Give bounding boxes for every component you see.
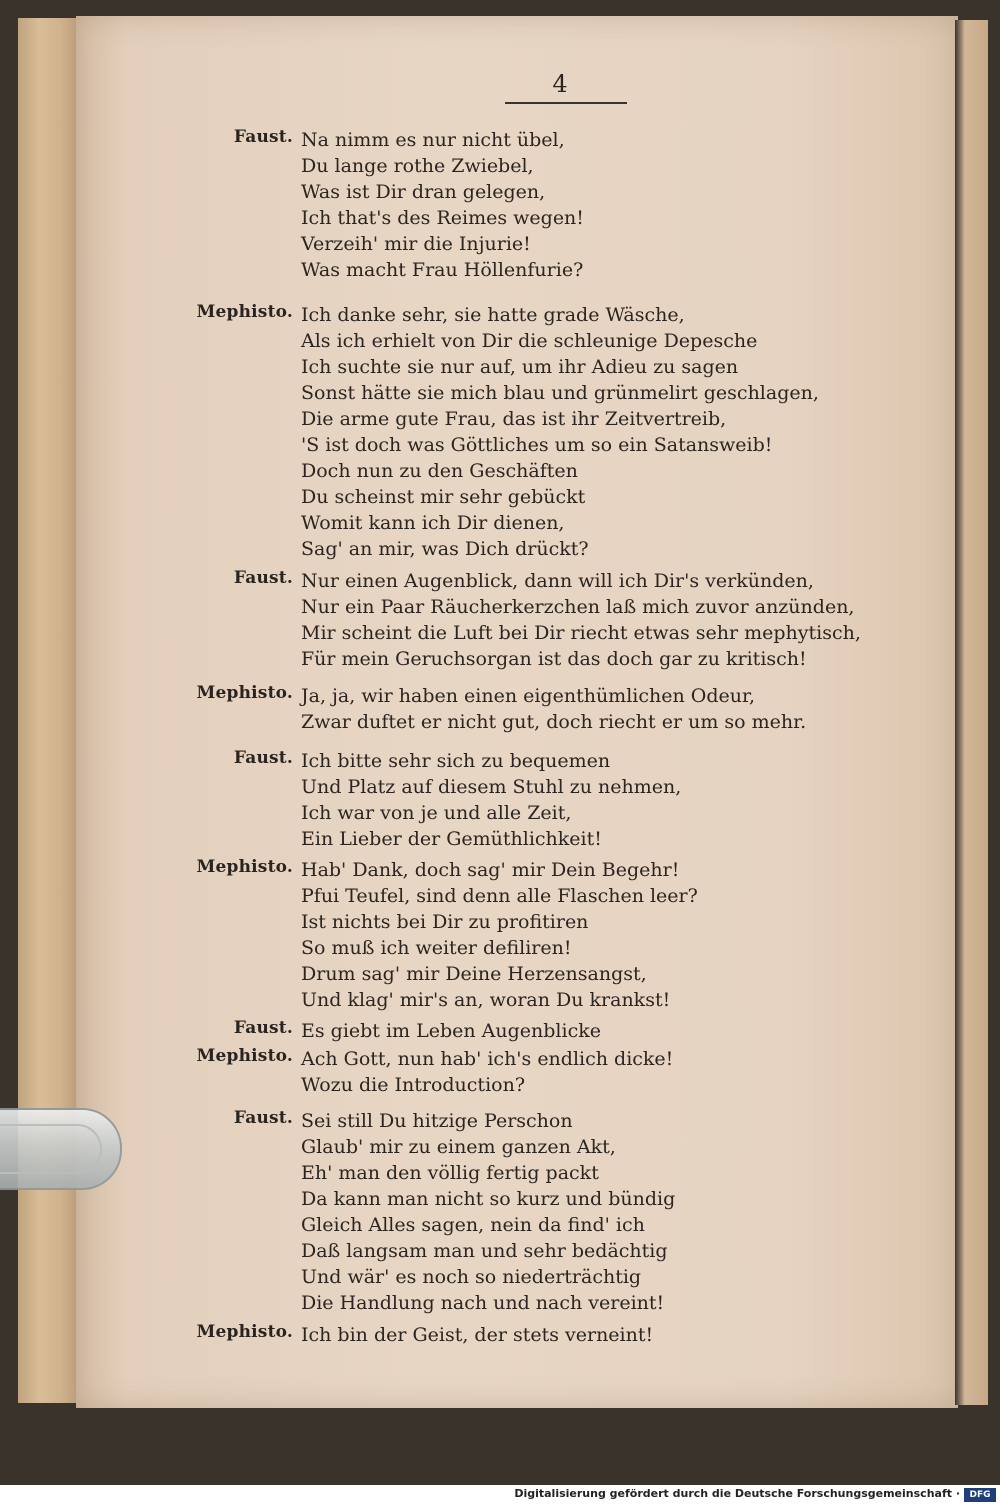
verse-line: So muß ich weiter defiliren! (301, 937, 572, 959)
speaker-name: Faust . (234, 568, 293, 588)
verse-line: Sei still Du hitzige Perschon (301, 1110, 573, 1132)
verse-line: Du lange rothe Zwiebel, (301, 155, 534, 177)
verse-line: Ich danke sehr, sie hatte grade Wäsche, (301, 304, 685, 326)
verse-line: Glaub' mir zu einem ganzen Akt, (301, 1136, 616, 1158)
verse-lines (301, 1322, 653, 1348)
book-spine-left (18, 18, 80, 1403)
verse-lines (301, 1018, 601, 1044)
verse-line: Die arme gute Frau, das ist ihr Zeitvertreib, (301, 408, 727, 430)
verse-line: Sag' an mir, was Dich drückt? (301, 538, 589, 560)
verse-line: Zwar duftet er nicht gut, doch riecht er um so mehr. (301, 711, 807, 733)
verse-line: Daß langsam man und sehr bedächtig (301, 1240, 668, 1262)
speaker-name: Faust . (234, 748, 293, 768)
verse-line: Es giebt im Leben Augenblicke (301, 1020, 601, 1042)
page-clip-inner (0, 1124, 102, 1174)
footer-bar (0, 1485, 1000, 1505)
speaker-name: Mephisto . (196, 1046, 293, 1066)
speaker-name: Faust . (234, 1018, 293, 1038)
verse-line: Sonst hätte sie mich blau und grünmelirt geschlagen, (301, 382, 819, 404)
verse-line: Für mein Geruchsorgan ist das doch gar zu kritisch! (301, 648, 807, 670)
verse-line: Ja, ja, wir haben einen eigenthümlichen Odeur, (301, 685, 756, 707)
verse-line: Die Handlung nach und nach vereint! (301, 1292, 665, 1314)
verse-line: Ach Gott, nun hab' ich's endlich dicke! (301, 1048, 674, 1070)
page-number-rule (505, 102, 627, 104)
footer-credit: Digitalisierung gefördert durch die Deutsche Forschungsgemeinschaft · (514, 1487, 960, 1500)
verse-line: Als ich erhielt von Dir die schleunige Depesche (301, 330, 758, 352)
speaker-name: Mephisto . (196, 1322, 293, 1342)
speaker-name: Mephisto . (196, 683, 293, 703)
verse-lines (301, 302, 819, 562)
speaker-name: Mephisto . (196, 302, 293, 322)
verse-line: Ich bitte sehr sich zu bequemen (301, 750, 611, 772)
verse-lines (301, 1108, 675, 1316)
verse-line: Gleich Alles sagen, nein da find' ich (301, 1214, 645, 1236)
verse-lines (301, 748, 681, 852)
verse-line: Nur einen Augenblick, dann will ich Dir's verkünden, (301, 570, 814, 592)
verse-line: Nur ein Paar Räucherkerzchen laß mich zuvor anzünden, (301, 596, 855, 618)
verse-line: Ich war von je und alle Zeit, (301, 802, 572, 824)
verse-line: Was macht Frau Höllenfurie? (301, 259, 584, 281)
verse-line: Und Platz auf diesem Stuhl zu nehmen, (301, 776, 682, 798)
verse-line: Ich suchte sie nur auf, um ihr Adieu zu sagen (301, 356, 739, 378)
verse-line: Ich bin der Geist, der stets verneint! (301, 1324, 654, 1346)
page-number: 4 (552, 70, 568, 98)
verse-line: Ist nichts bei Dir zu profitiren (301, 911, 589, 933)
verse-line: Und klag' mir's an, woran Du krankst! (301, 989, 671, 1011)
verse-lines (301, 127, 584, 283)
verse-line: Drum sag' mir Deine Herzensangst, (301, 963, 647, 985)
verse-line: Na nimm es nur nicht übel, (301, 129, 565, 151)
verse-line: Hab' Dank, doch sag' mir Dein Begehr! (301, 859, 680, 881)
dfg-logo: DFG (964, 1488, 996, 1502)
verse-line: Was ist Dir dran gelegen, (301, 181, 546, 203)
verse-line: Ein Lieber der Gemüthlichkeit! (301, 828, 602, 850)
verse-lines (301, 683, 806, 735)
verse-lines (301, 1046, 673, 1098)
verse-lines (301, 568, 861, 672)
book-edge-right (955, 20, 988, 1405)
verse-line: Eh' man den völlig fertig packt (301, 1162, 599, 1184)
verse-line: Da kann man nicht so kurz und bündig (301, 1188, 676, 1210)
verse-line: Wozu die Introduction? (301, 1074, 526, 1096)
verse-line: Mir scheint die Luft bei Dir riecht etwas sehr mephytisch, (301, 622, 861, 644)
speaker-name: Faust . (234, 1108, 293, 1128)
verse-line: Und wär' es noch so niederträchtig (301, 1266, 642, 1288)
speaker-name: Faust . (234, 127, 293, 147)
verse-line: Womit kann ich Dir dienen, (301, 512, 565, 534)
verse-line: 'S ist doch was Göttliches um so ein Satansweib! (301, 434, 773, 456)
verse-line: Doch nun zu den Geschäften (301, 460, 578, 482)
verse-line: Verzeih' mir die Injurie! (301, 233, 531, 255)
verse-line: Pfui Teufel, sind denn alle Flaschen leer? (301, 885, 698, 907)
speaker-name: Mephisto . (196, 857, 293, 877)
verse-lines (301, 857, 698, 1013)
verse-line: Ich that's des Reimes wegen! (301, 207, 584, 229)
verse-line: Du scheinst mir sehr gebückt (301, 486, 586, 508)
